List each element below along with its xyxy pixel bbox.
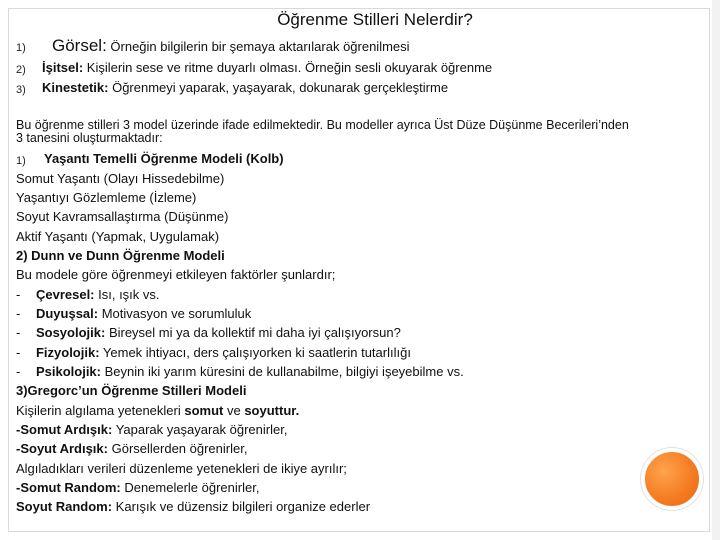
orange-circle-decoration [641,448,703,510]
row-text: Yaparak yaşayarak öğrenirler, [112,422,288,437]
row-label: -Somut Ardışık: [16,422,113,437]
dunn-factor [16,364,464,379]
list-item-label: İşitsel: [42,60,84,75]
right-edge-bar [712,0,720,540]
dash: - [16,287,21,302]
intro-line-2: 3 tanesini oluşturmaktadır: [16,131,163,145]
kolb-item: Somut Yaşantı (Olayı Hissedebilme) [16,171,225,186]
factor-text: Yemek ihtiyacı, ders çalışıyorken ki saatlerin tutarlılığı [99,345,411,360]
ability-soyut: soyuttur. [244,403,300,418]
intro-line-1: Bu öğrenme stilleri 3 model üzerinde ifade edilmektedir. Bu modeller ayrıca Üst Düze Düşünme Becerileri’nden [16,118,629,132]
dash: - [16,345,21,360]
list-item-isitsel [42,60,492,75]
list-number-1: 1) [16,42,26,54]
dash: - [16,364,21,379]
ability-somut: somut [184,403,224,418]
list-item-gorsel [52,36,410,56]
dunn-heading: 2) Dunn ve Dunn Öğrenme Modeli [16,248,225,263]
gregorc-row [16,441,247,456]
factor-text: Isı, ışık vs. [94,287,160,302]
row-label: Soyut Random: [16,499,113,514]
slide-title [0,10,720,30]
gregorc-row [16,499,370,514]
kolb-heading: Yaşantı Temelli Öğrenme Modeli (Kolb) [44,151,284,166]
list-item-text: Öğrenmeyi yaparak, yaşayarak, dokunarak gerçekleştirme [108,80,449,95]
list-item-text: Kişilerin sese ve ritme duyarlı olması. Örneğin sesli okuyarak öğrenme [83,60,493,75]
list-number-3: 3) [16,84,26,96]
dunn-intro: Bu modele göre öğrenmeyi etkileyen faktörler şunlardır; [16,267,336,282]
slide-title-text: Öğrenme Stilleri Nelerdir? [277,10,473,29]
kolb-number: 1) [16,155,26,167]
factor-label: Sosyolojik: [35,325,106,340]
list-item-text: Örneğin bilgilerin bir şemaya aktarılarak öğrenilmesi [106,39,410,54]
gregorc-ability [16,403,299,418]
factor-text: Motivasyon ve sorumluluk [98,306,252,321]
kolb-item: Soyut Kavramsallaştırma (Düşünme) [16,209,229,224]
gregorc-row [16,422,287,437]
ability-text: Kişilerin algılama yetenekleri [16,403,185,418]
factor-label: Çevresel: [35,287,95,302]
row-text: Görsellerden öğrenirler, [107,441,248,456]
kolb-item: Yaşantıyı Gözlemleme (İzleme) [16,190,197,205]
list-item-label: Kinestetik: [42,80,109,95]
dunn-factor [16,306,251,321]
dunn-factor [16,325,401,340]
gregorc-row [16,480,259,495]
list-number-2: 2) [16,64,26,76]
row-text: Denemelerle öğrenirler, [120,480,260,495]
dash: - [16,325,21,340]
dunn-factor [16,345,411,360]
factor-text: Bireysel mi ya da kollektif mi daha iyi çalışıyorsun? [105,325,401,340]
row-label: -Somut Random: [16,480,121,495]
gregorc-heading: 3)Gregorc’un Öğrenme Stilleri Modeli [16,383,247,398]
factor-label: Psikolojik: [35,364,101,379]
dash: - [16,306,21,321]
kolb-item: Aktif Yaşantı (Yapmak, Uygulamak) [16,229,220,244]
factor-label: Duyuşsal: [35,306,99,321]
row-text: Karışık ve düzensiz bilgileri organize ederler [112,499,371,514]
factor-label: Fizyolojik: [35,345,100,360]
row-label: -Soyut Ardışık: [16,441,108,456]
list-item-kinestetik [42,80,448,95]
factor-text: Beynin iki yarım küresini de kullanabilme, bilgiyi işeyebilme vs. [101,364,464,379]
gregorc-organize: Algıladıkları verileri düzenleme yetenekleri de ikiye ayrılır; [16,461,347,476]
dunn-factor [16,287,160,302]
list-item-label: Görsel: [52,36,107,55]
ability-mid: ve [223,403,245,418]
